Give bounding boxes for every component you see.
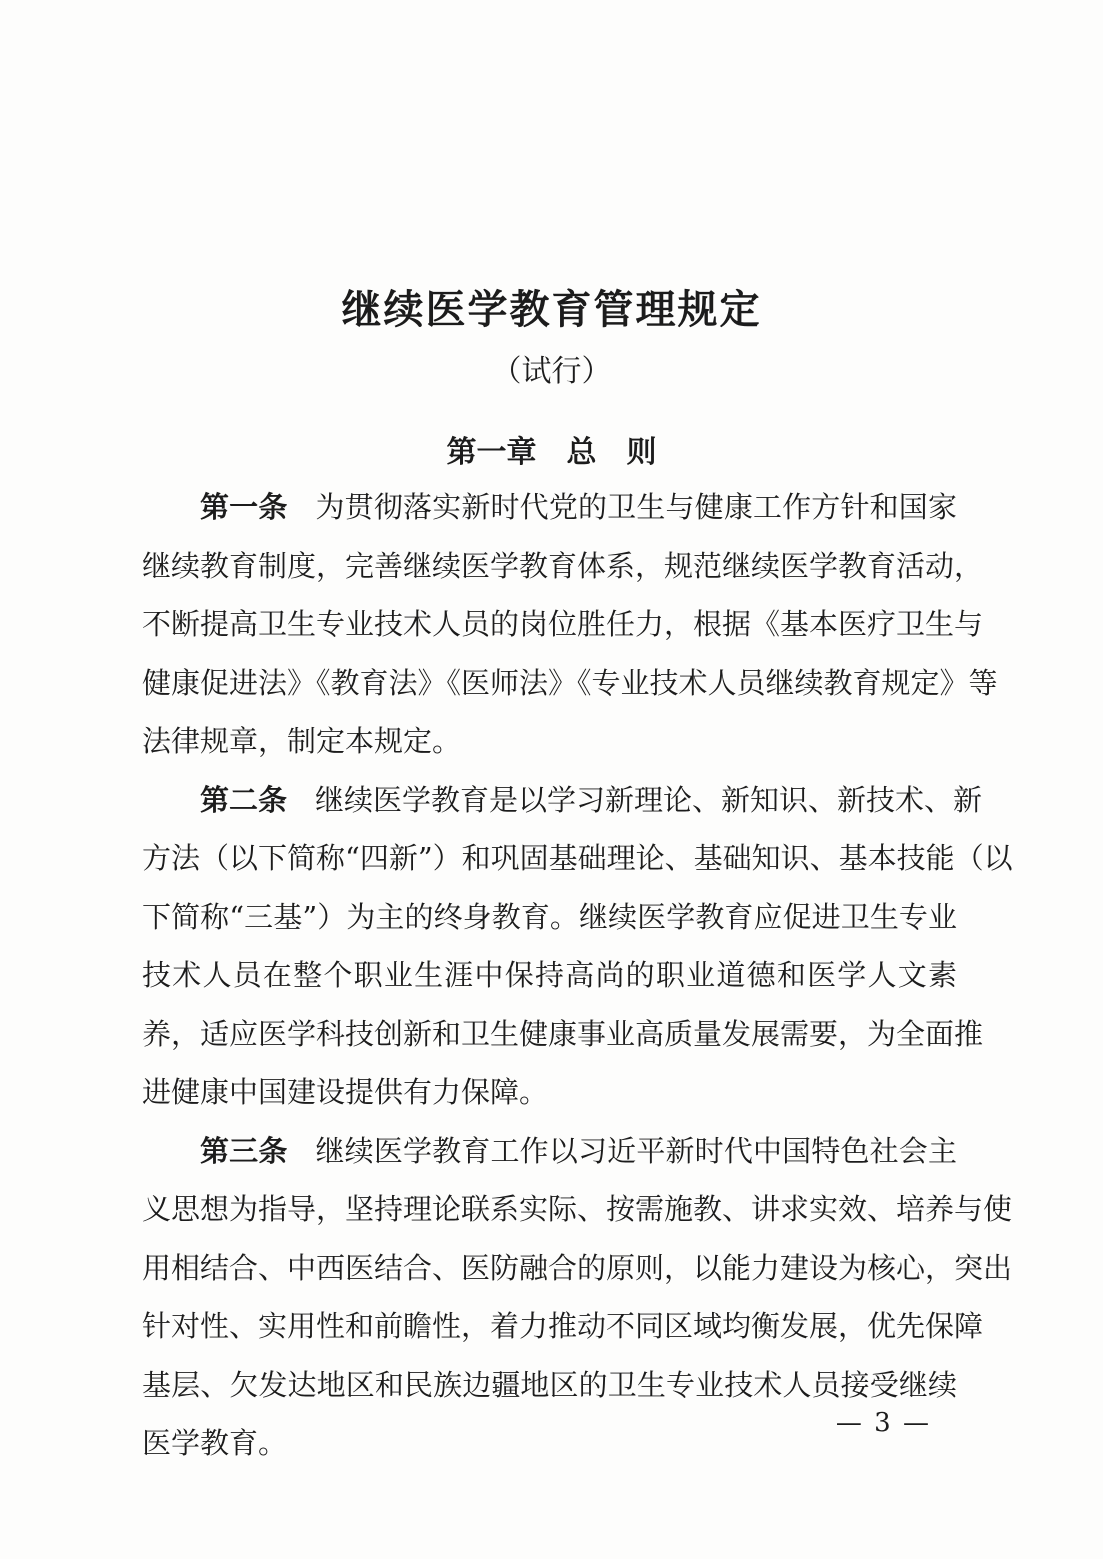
document-title: 继续医学教育管理规定 xyxy=(341,287,762,333)
article-line: 医学教育。 xyxy=(142,1426,288,1460)
article-line: 第二条 继续医学教育是以学习新理论、新知识、新技术、新 xyxy=(200,782,983,817)
document-body xyxy=(142,478,1013,1473)
article-number: 第三条 xyxy=(200,1133,288,1168)
article-line: 技术人员在整个职业生涯中保持高尚的职业道德和医学人文素 xyxy=(142,958,957,992)
article-number: 第一条 xyxy=(200,490,288,524)
article-line: 第一条 为贯彻落实新时代党的卫生与健康工作方针和国家 xyxy=(200,490,957,524)
article-number: 第二条 xyxy=(200,782,288,817)
document-subtitle: （试行） xyxy=(491,354,612,389)
article-3 xyxy=(142,1122,1013,1473)
article-line: 方法（以下简称“四新”）和巩固基础理论、基础知识、基本技能（以 xyxy=(142,841,1013,875)
chapter-heading: 第一章 总 则 xyxy=(446,435,657,470)
article-line: 继续教育制度，完善继续医学教育体系，规范继续医学教育活动， xyxy=(142,548,984,583)
article-line: 法律规章，制定本规定。 xyxy=(142,724,462,758)
article-line: 养，适应医学科技创新和卫生健康事业高质量发展需要，为全面推 xyxy=(142,1016,984,1051)
article-line: 基层、欠发达地区和民族边疆地区的卫生专业技术人员接受继续 xyxy=(142,1367,957,1402)
article-line: 义思想为指导，坚持理论联系实际、按需施教、讲求实效、培养与使 xyxy=(142,1192,1013,1226)
article-1 xyxy=(142,478,998,771)
article-2 xyxy=(142,771,1013,1122)
article-line: 进健康中国建设提供有力保障。 xyxy=(142,1075,549,1109)
article-line: 不断提高卫生专业技术人员的岗位胜任力，根据《基本医疗卫生与 xyxy=(142,607,984,641)
article-line: 第三条 继续医学教育工作以习近平新时代中国特色社会主 xyxy=(200,1133,957,1168)
article-line: 健康促进法》《教育法》《医师法》《专业技术人员继续教育规定》等 xyxy=(142,665,998,700)
article-line: 针对性、实用性和前瞻性，着力推动不同区域均衡发展，优先保障 xyxy=(142,1309,984,1343)
page-number: — 3 — xyxy=(835,1408,931,1438)
article-line: 用相结合、中西医结合、医防融合的原则，以能力建设为核心，突出 xyxy=(142,1250,1013,1285)
article-line: 下简称“三基”）为主的终身教育。继续医学教育应促进卫生专业 xyxy=(142,899,957,934)
